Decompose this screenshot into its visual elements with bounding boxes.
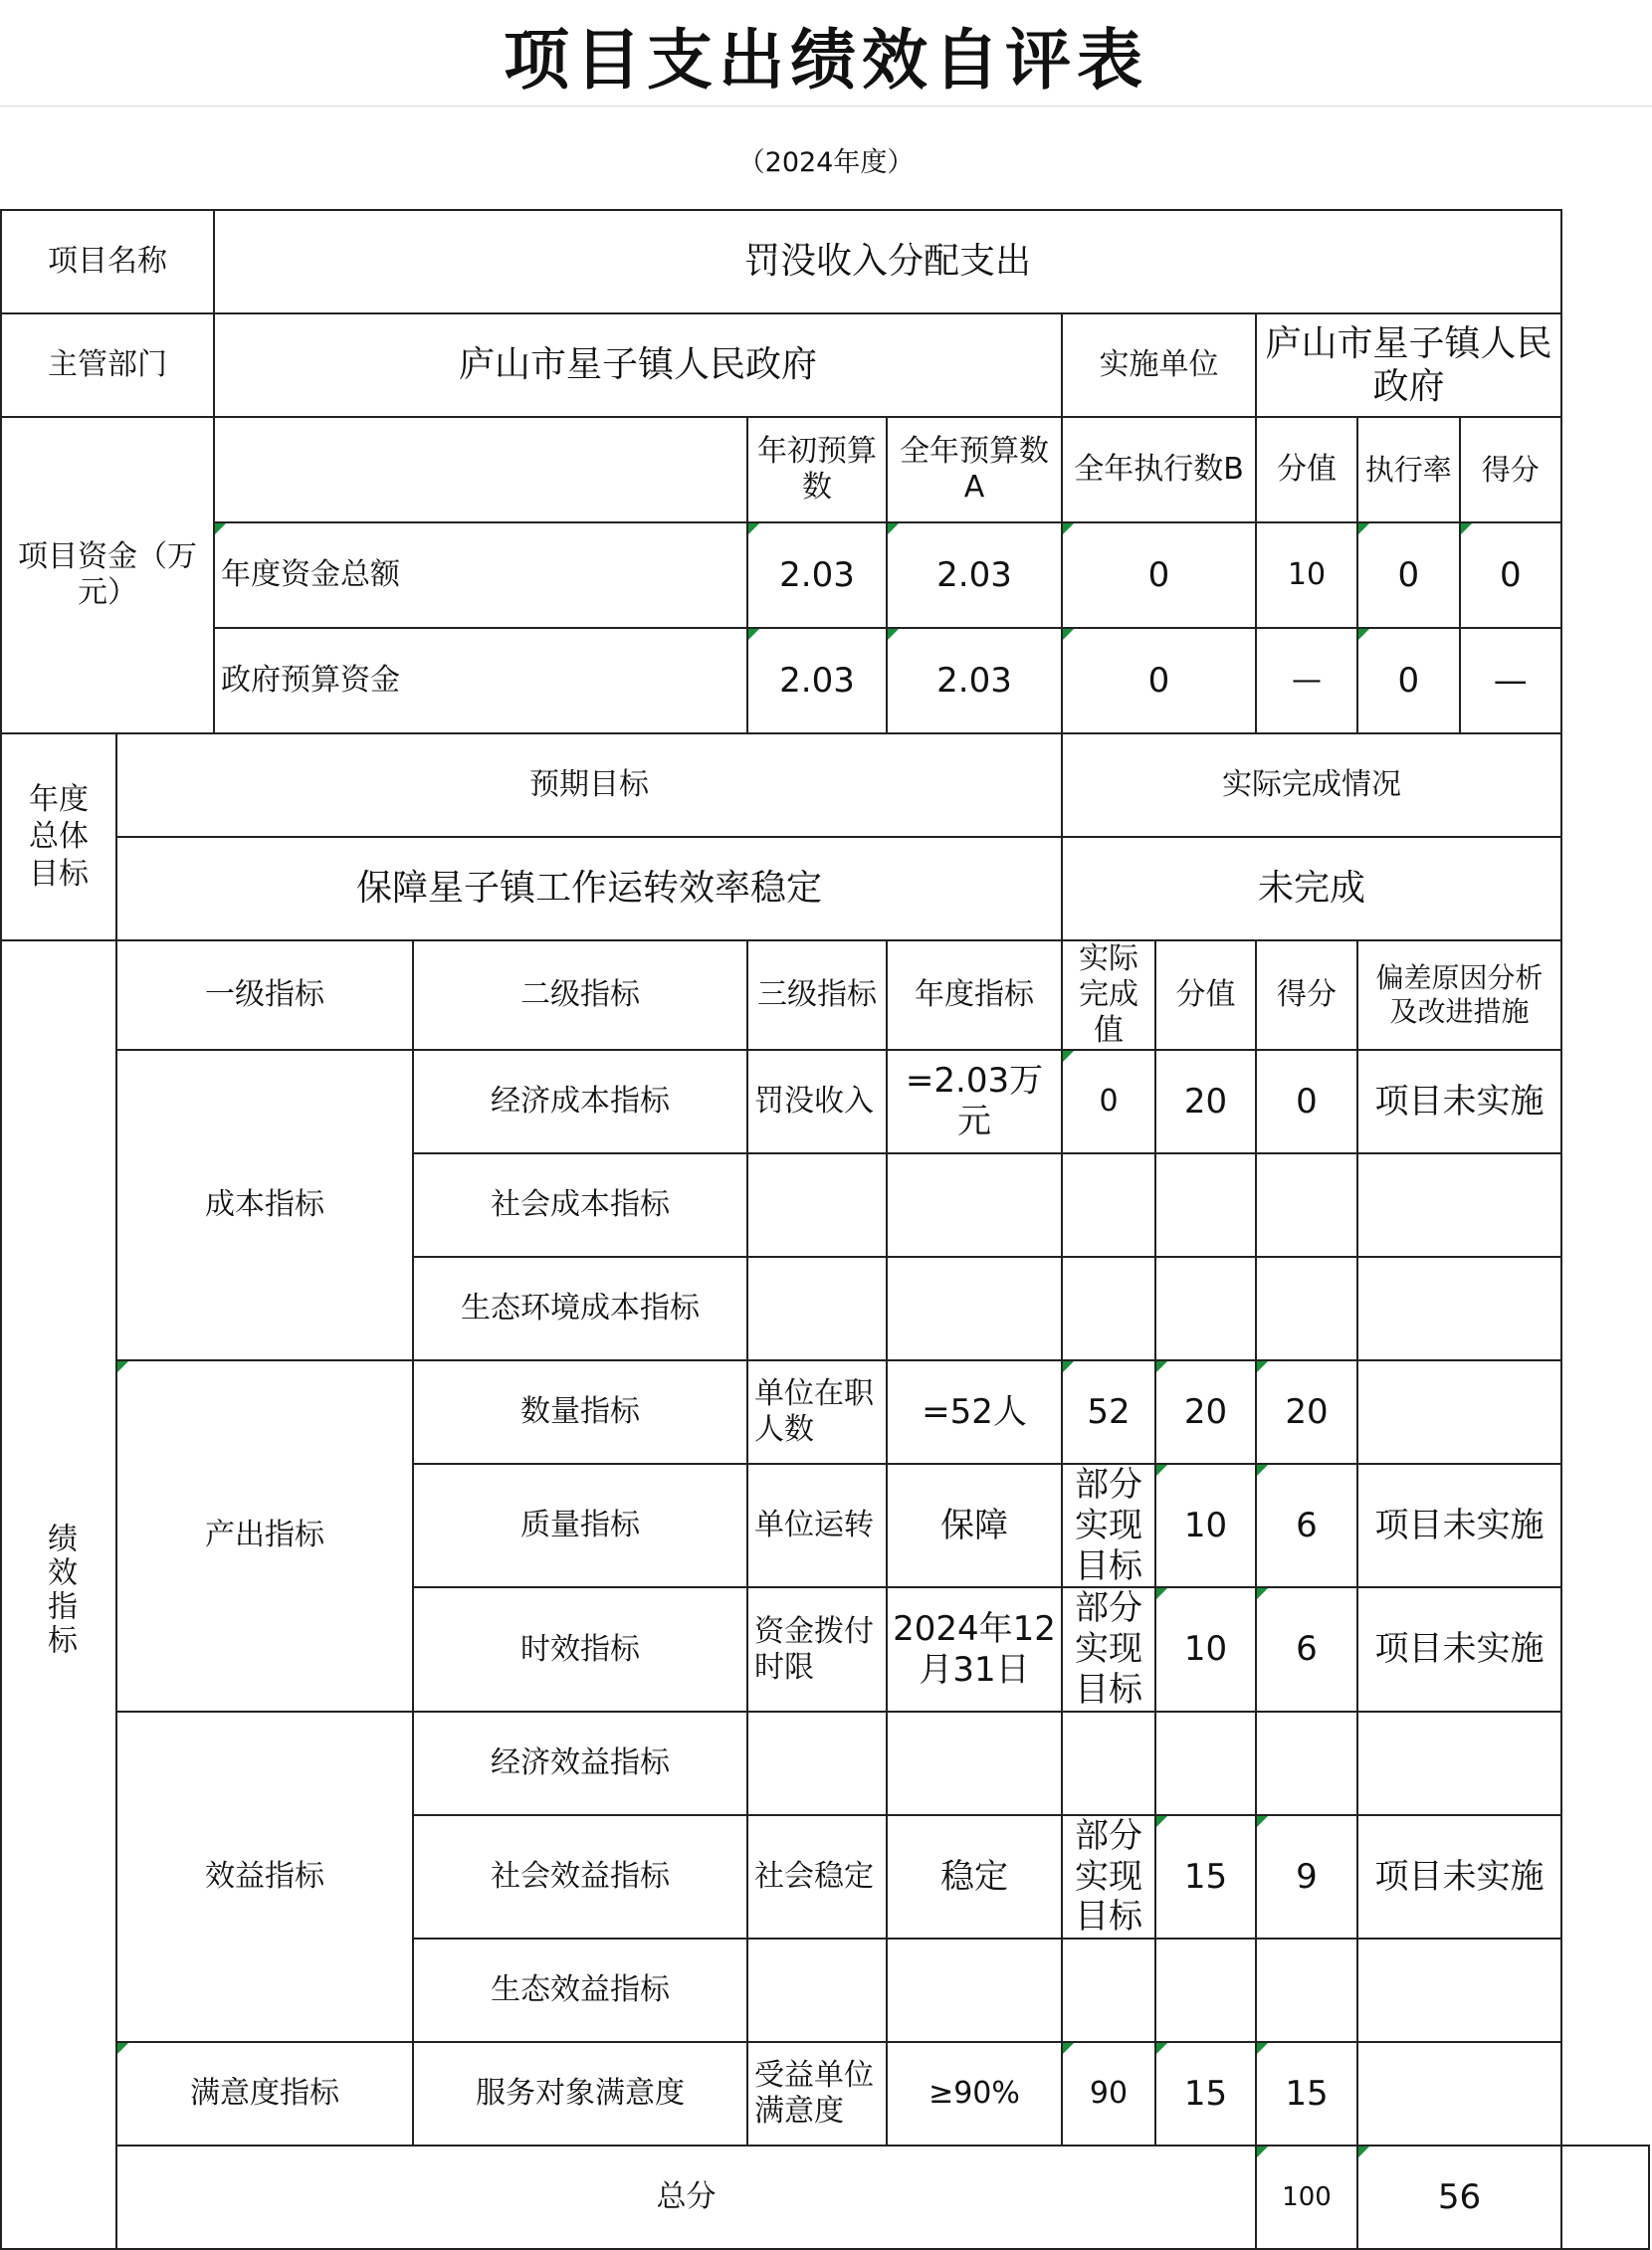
indicator-row bbox=[1, 1360, 1649, 1464]
reason-cell[interactable]: 项目未实施 bbox=[1357, 1815, 1561, 1939]
level1-output: 产出指标 bbox=[116, 1360, 413, 1712]
sheet-title: 项目支出绩效自评表 bbox=[504, 20, 1148, 99]
weight-cell[interactable] bbox=[1155, 1712, 1256, 1815]
row-total bbox=[1, 2146, 1649, 2249]
dept-label: 主管部门 bbox=[1, 313, 214, 417]
funds-score[interactable]: 0 bbox=[1459, 523, 1561, 627]
reason-cell[interactable] bbox=[1357, 2042, 1561, 2146]
year-label: （2024年度） bbox=[737, 146, 915, 178]
weight-cell[interactable] bbox=[1155, 1153, 1256, 1257]
actual-cell[interactable] bbox=[1062, 1712, 1155, 1815]
goals-expected-label: 预期目标 bbox=[116, 733, 1062, 837]
level1-cost: 成本指标 bbox=[116, 1050, 413, 1360]
level3-cell[interactable]: 罚没收入 bbox=[747, 1050, 887, 1153]
row-funds-total bbox=[1, 522, 1649, 628]
weight-cell[interactable]: 10 bbox=[1155, 1464, 1256, 1587]
funds-rate-score bbox=[1357, 522, 1561, 628]
header-level2: 二级指标 bbox=[413, 940, 747, 1050]
weight-cell[interactable] bbox=[1155, 1257, 1256, 1360]
project-name-value[interactable]: 罚没收入分配支出 bbox=[214, 210, 1561, 313]
funds-row-name: 年度资金总额 bbox=[214, 522, 747, 628]
total-reason[interactable] bbox=[1561, 2146, 1649, 2249]
header-level3: 三级指标 bbox=[747, 940, 887, 1050]
total-weight[interactable]: 100 bbox=[1256, 2146, 1357, 2249]
level2-cell: 社会成本指标 bbox=[413, 1153, 747, 1257]
level3-cell[interactable]: 受益单位满意度 bbox=[747, 2042, 887, 2146]
funds-exec-rate[interactable]: 0 bbox=[1358, 629, 1459, 732]
score-cell[interactable] bbox=[1256, 1257, 1357, 1360]
dept-value[interactable]: 庐山市星子镇人民政府 bbox=[214, 313, 1062, 417]
funds-exec-rate[interactable]: 0 bbox=[1358, 523, 1459, 627]
level2-cell: 质量指标 bbox=[413, 1464, 747, 1587]
reason-cell[interactable] bbox=[1357, 1939, 1561, 2042]
score-cell[interactable] bbox=[1256, 1712, 1357, 1815]
self-evaluation-table bbox=[0, 209, 1650, 2250]
actual-cell[interactable]: 部分实现目标 bbox=[1062, 1464, 1155, 1587]
funds-full-year[interactable]: 2.03 bbox=[887, 522, 1062, 628]
total-label: 总分 bbox=[116, 2146, 1256, 2249]
weight-cell[interactable]: 20 bbox=[1155, 1050, 1256, 1153]
level2-cell: 时效指标 bbox=[413, 1587, 747, 1711]
reason-cell[interactable] bbox=[1357, 1153, 1561, 1257]
weight-cell[interactable]: 20 bbox=[1155, 1360, 1256, 1464]
target-cell[interactable]: =52人 bbox=[887, 1360, 1062, 1464]
level2-cell: 生态环境成本指标 bbox=[413, 1257, 747, 1360]
score-cell[interactable]: 9 bbox=[1256, 1815, 1357, 1939]
project-name-label: 项目名称 bbox=[1, 210, 214, 313]
actual-cell[interactable]: 52 bbox=[1062, 1360, 1155, 1464]
impl-value[interactable]: 庐山市星子镇人民政府 bbox=[1256, 313, 1561, 417]
score-cell[interactable]: 6 bbox=[1256, 1587, 1357, 1711]
goals-actual-label: 实际完成情况 bbox=[1062, 733, 1561, 837]
actual-cell[interactable]: 90 bbox=[1062, 2042, 1155, 2146]
header-target: 年度指标 bbox=[887, 940, 1062, 1050]
target-cell[interactable]: =2.03万元 bbox=[887, 1050, 1062, 1153]
level1-benefit: 效益指标 bbox=[116, 1712, 413, 2042]
funds-label: 项目资金（万元） bbox=[1, 417, 214, 733]
goals-label: 年度总体目标 bbox=[1, 733, 116, 940]
score-cell[interactable]: 20 bbox=[1256, 1360, 1357, 1464]
header-initial: 年初预算数 bbox=[747, 417, 887, 522]
goals-expected-value[interactable]: 保障星子镇工作运转效率稳定 bbox=[116, 837, 1062, 940]
level3-cell[interactable]: 资金拨付时限 bbox=[747, 1587, 887, 1711]
funds-executed[interactable]: 0 bbox=[1062, 628, 1256, 733]
impl-label: 实施单位 bbox=[1062, 313, 1256, 417]
row-goals-header bbox=[1, 733, 1649, 837]
funds-initial[interactable]: 2.03 bbox=[747, 522, 887, 628]
header-score: 得分 bbox=[1459, 418, 1561, 521]
header-reason: 偏差原因分析及改进措施 bbox=[1357, 940, 1561, 1050]
header-score: 得分 bbox=[1256, 940, 1357, 1050]
goals-actual-value[interactable]: 未完成 bbox=[1062, 837, 1561, 940]
level3-cell[interactable] bbox=[747, 1257, 887, 1360]
row-project-name bbox=[1, 210, 1649, 313]
row-funds-gov bbox=[1, 628, 1649, 733]
header-full-year: 全年预算数A bbox=[887, 417, 1062, 522]
target-cell[interactable]: 保障 bbox=[887, 1464, 1062, 1587]
level2-cell: 数量指标 bbox=[413, 1360, 747, 1464]
row-department bbox=[1, 313, 1649, 417]
gridline bbox=[0, 105, 1652, 106]
funds-score-value[interactable]: 10 bbox=[1256, 522, 1357, 628]
level1-satisfaction: 满意度指标 bbox=[116, 2042, 413, 2146]
target-cell[interactable] bbox=[887, 1257, 1062, 1360]
indicator-row bbox=[1, 1712, 1649, 1815]
reason-cell[interactable]: 项目未实施 bbox=[1357, 1464, 1561, 1587]
funds-initial[interactable]: 2.03 bbox=[747, 628, 887, 733]
reason-cell[interactable] bbox=[1357, 1712, 1561, 1815]
score-cell[interactable]: 15 bbox=[1256, 2042, 1357, 2146]
level2-cell: 经济效益指标 bbox=[413, 1712, 747, 1815]
indicator-row bbox=[1, 1050, 1649, 1153]
indicators-section-label: 绩效指标 bbox=[1, 940, 116, 2249]
row-goals-values bbox=[1, 837, 1649, 940]
header-exec-rate-score bbox=[1357, 417, 1561, 522]
score-cell[interactable]: 0 bbox=[1256, 1050, 1357, 1153]
header-score-value: 分值 bbox=[1256, 417, 1357, 522]
score-cell[interactable] bbox=[1256, 1153, 1357, 1257]
level3-cell[interactable] bbox=[747, 1939, 887, 2042]
level3-cell[interactable]: 单位在职人数 bbox=[747, 1360, 887, 1464]
reason-cell[interactable]: 项目未实施 bbox=[1357, 1050, 1561, 1153]
funds-rate-score bbox=[1357, 628, 1561, 733]
header-weight: 分值 bbox=[1155, 940, 1256, 1050]
score-cell[interactable]: 6 bbox=[1256, 1464, 1357, 1587]
level3-cell[interactable]: 社会稳定 bbox=[747, 1815, 887, 1939]
target-cell[interactable]: 稳定 bbox=[887, 1815, 1062, 1939]
header-actual: 实际完成值 bbox=[1062, 940, 1155, 1050]
header-exec-rate: 执行率 bbox=[1364, 452, 1452, 487]
weight-cell[interactable] bbox=[1155, 1939, 1256, 2042]
header-level1: 一级指标 bbox=[116, 940, 413, 1050]
funds-row-name: 政府预算资金 bbox=[214, 628, 747, 733]
level2-cell: 服务对象满意度 bbox=[413, 2042, 747, 2146]
target-cell[interactable]: ≥90% bbox=[887, 2042, 1062, 2146]
level2-cell: 社会效益指标 bbox=[413, 1815, 747, 1939]
reason-cell[interactable]: 项目未实施 bbox=[1357, 1587, 1561, 1711]
funds-header-blank bbox=[214, 417, 747, 522]
reason-cell[interactable] bbox=[1357, 1257, 1561, 1360]
funds-score[interactable]: — bbox=[1459, 629, 1561, 732]
actual-cell[interactable] bbox=[1062, 1257, 1155, 1360]
level3-cell[interactable]: 单位运转 bbox=[747, 1464, 887, 1587]
row-funds-header bbox=[1, 417, 1649, 522]
reason-cell[interactable] bbox=[1357, 1360, 1561, 1464]
row-indicator-header bbox=[1, 940, 1649, 1050]
funds-executed[interactable]: 0 bbox=[1062, 522, 1256, 628]
target-cell[interactable] bbox=[887, 1939, 1062, 2042]
weight-cell[interactable]: 15 bbox=[1155, 2042, 1256, 2146]
level3-cell[interactable] bbox=[747, 1712, 887, 1815]
actual-cell[interactable]: 部分实现目标 bbox=[1062, 1815, 1155, 1939]
target-cell[interactable] bbox=[887, 1712, 1062, 1815]
level2-cell: 生态效益指标 bbox=[413, 1939, 747, 2042]
target-cell[interactable]: 2024年12月31日 bbox=[887, 1587, 1062, 1711]
funds-full-year[interactable]: 2.03 bbox=[887, 628, 1062, 733]
header-executed: 全年执行数B bbox=[1062, 417, 1256, 522]
weight-cell[interactable]: 10 bbox=[1155, 1587, 1256, 1711]
target-cell[interactable] bbox=[887, 1153, 1062, 1257]
actual-cell[interactable] bbox=[1062, 1939, 1155, 2042]
total-score[interactable]: 56 bbox=[1357, 2146, 1561, 2249]
indicator-row bbox=[1, 2042, 1649, 2146]
actual-cell[interactable]: 部分实现目标 bbox=[1062, 1587, 1155, 1711]
score-cell[interactable] bbox=[1256, 1939, 1357, 2042]
actual-cell[interactable] bbox=[1062, 1153, 1155, 1257]
level2-cell: 经济成本指标 bbox=[413, 1050, 747, 1153]
actual-cell[interactable]: 0 bbox=[1062, 1050, 1155, 1153]
funds-score-value[interactable]: — bbox=[1256, 628, 1357, 733]
weight-cell[interactable]: 15 bbox=[1155, 1815, 1256, 1939]
level3-cell[interactable] bbox=[747, 1153, 887, 1257]
